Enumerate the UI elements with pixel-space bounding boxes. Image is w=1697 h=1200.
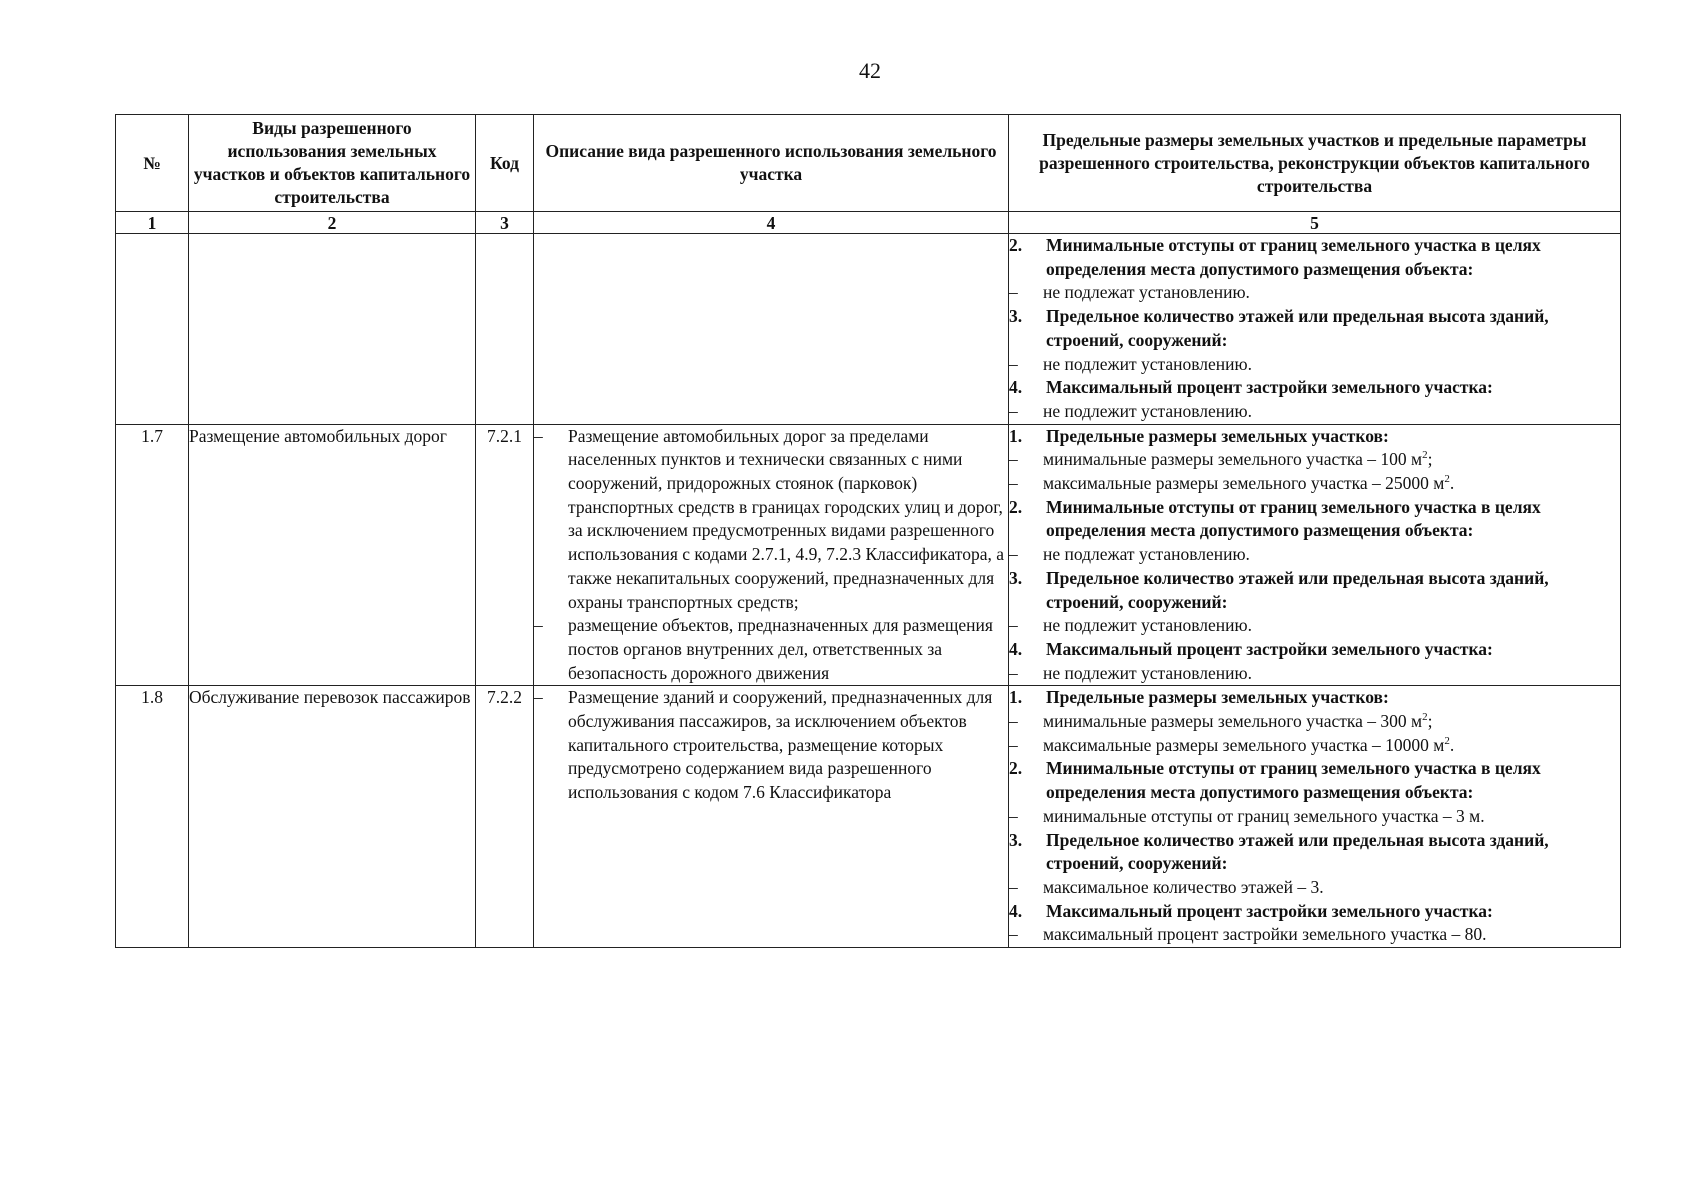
param-heading: 1. Предельные размеры земельных участков: — [1009, 687, 1389, 708]
param-value: – максимальные размеры земельного участка – 25000 $м^2$. — [1009, 473, 1455, 494]
cell-num — [116, 234, 189, 425]
header-num: № — [116, 115, 189, 212]
cell-code: 7.2.2 — [476, 686, 534, 948]
param-heading: 3. Предельное количество этажей или предельная высота зданий, строений, сооружений: — [1009, 306, 1549, 350]
param-value: – максимальные размеры земельного участка – 10000 $м^2$. — [1009, 734, 1455, 755]
cell-code: 7.2.1 — [476, 424, 534, 686]
column-number: 2 — [189, 212, 476, 234]
page-number: 42 — [859, 58, 881, 83]
param-value: – минимальные отступы от границ земельного участка – 3 м. — [1009, 805, 1485, 826]
cell-params — [1009, 424, 1621, 686]
column-number-row — [116, 212, 1621, 234]
header-params: Предельные размеры земельных участков и предельные параметры разрешенного строительства, реконструкции объектов капитального строительства — [1009, 115, 1621, 212]
param-value: – не подлежат установлению. — [1009, 544, 1250, 565]
param-value: – не подлежат установлению. — [1009, 282, 1250, 303]
param-value: – минимальные размеры земельного участка – 100 $м^2$; — [1009, 449, 1433, 470]
cell-code — [476, 234, 534, 425]
header-type: Виды разрешенного использования земельных участков и объектов капитального строительства — [189, 115, 476, 212]
header-code: Код — [476, 115, 534, 212]
param-value: – не подлежит установлению. — [1009, 353, 1252, 374]
param-value: – максимальное количество этажей – 3. — [1009, 876, 1324, 897]
cell-type: Обслуживание перевозок пассажиров — [189, 686, 476, 948]
cell-description — [534, 686, 1009, 948]
column-number: 5 — [1009, 212, 1621, 234]
description-item: – размещение объектов, предназначенных для размещения постов органов внутренних дел, ответственных за безопасность дорожного движения — [534, 615, 993, 683]
cell-num: 1.7 — [116, 424, 189, 686]
param-heading: 1. Предельные размеры земельных участков: — [1009, 425, 1389, 446]
param-heading: 3. Предельное количество этажей или предельная высота зданий, строений, сооружений: — [1009, 567, 1549, 612]
param-value: – не подлежит установлению. — [1009, 662, 1252, 683]
table-row — [116, 234, 1621, 425]
param-heading: 2. Минимальные отступы от границ земельного участка в целях определения места допустимого размещения объекта: — [1009, 758, 1541, 803]
param-heading: 4. Максимальный процент застройки земельного участка: — [1009, 900, 1493, 921]
param-value: – не подлежит установлению. — [1009, 400, 1252, 421]
cell-params — [1009, 234, 1621, 425]
table-row — [116, 686, 1621, 948]
cell-num: 1.8 — [116, 686, 189, 948]
cell-description — [534, 424, 1009, 686]
param-heading: 2. Минимальные отступы от границ земельного участка в целях определения места допустимого размещения объекта: — [1009, 235, 1541, 279]
param-heading: 4. Максимальный процент застройки земельного участка: — [1009, 377, 1493, 398]
table-row — [116, 424, 1621, 686]
cell-params — [1009, 686, 1621, 948]
param-heading: 3. Предельное количество этажей или предельная высота зданий, строений, сооружений: — [1009, 829, 1549, 874]
cell-type — [189, 234, 476, 425]
column-number: 1 — [116, 212, 189, 234]
param-heading: 4. Максимальный процент застройки земельного участка: — [1009, 638, 1493, 659]
cell-type: Размещение автомобильных дорог — [189, 424, 476, 686]
header-description: Описание вида разрешенного использования земельного участка — [534, 115, 1009, 212]
description-item: – Размещение автомобильных дорог за пределами населенных пунктов и технически связанных с ними сооружений, придорожных стоянок (парковок) транспортных средств в границах городских улиц и дорог, за исключением предусмотренных видами разрешенного использования с кодами 2.7.1, 4.9, 7.2.3 Классификатора, а также некапитальных сооружений, предназначенных для охраны транспортных средств; — [534, 425, 1005, 612]
description-item: – Размещение зданий и сооружений, предназначенных для обслуживания пассажиров, за исключением объектов капитального строительства, размещение которых предусмотрено содержанием вида разрешенного использования с кодом 7.6 Классификатора — [534, 687, 993, 803]
column-number: 4 — [534, 212, 1009, 234]
land-use-table — [115, 114, 1621, 948]
cell-description — [534, 234, 1009, 425]
param-value: – максимальный процент застройки земельного участка – 80. — [1009, 924, 1487, 945]
param-heading: 2. Минимальные отступы от границ земельного участка в целях определения места допустимого размещения объекта: — [1009, 496, 1541, 541]
param-value: – минимальные размеры земельного участка – 300 $м^2$; — [1009, 711, 1433, 732]
param-value: – не подлежит установлению. — [1009, 615, 1252, 636]
column-number: 3 — [476, 212, 534, 234]
header-row — [116, 115, 1621, 212]
